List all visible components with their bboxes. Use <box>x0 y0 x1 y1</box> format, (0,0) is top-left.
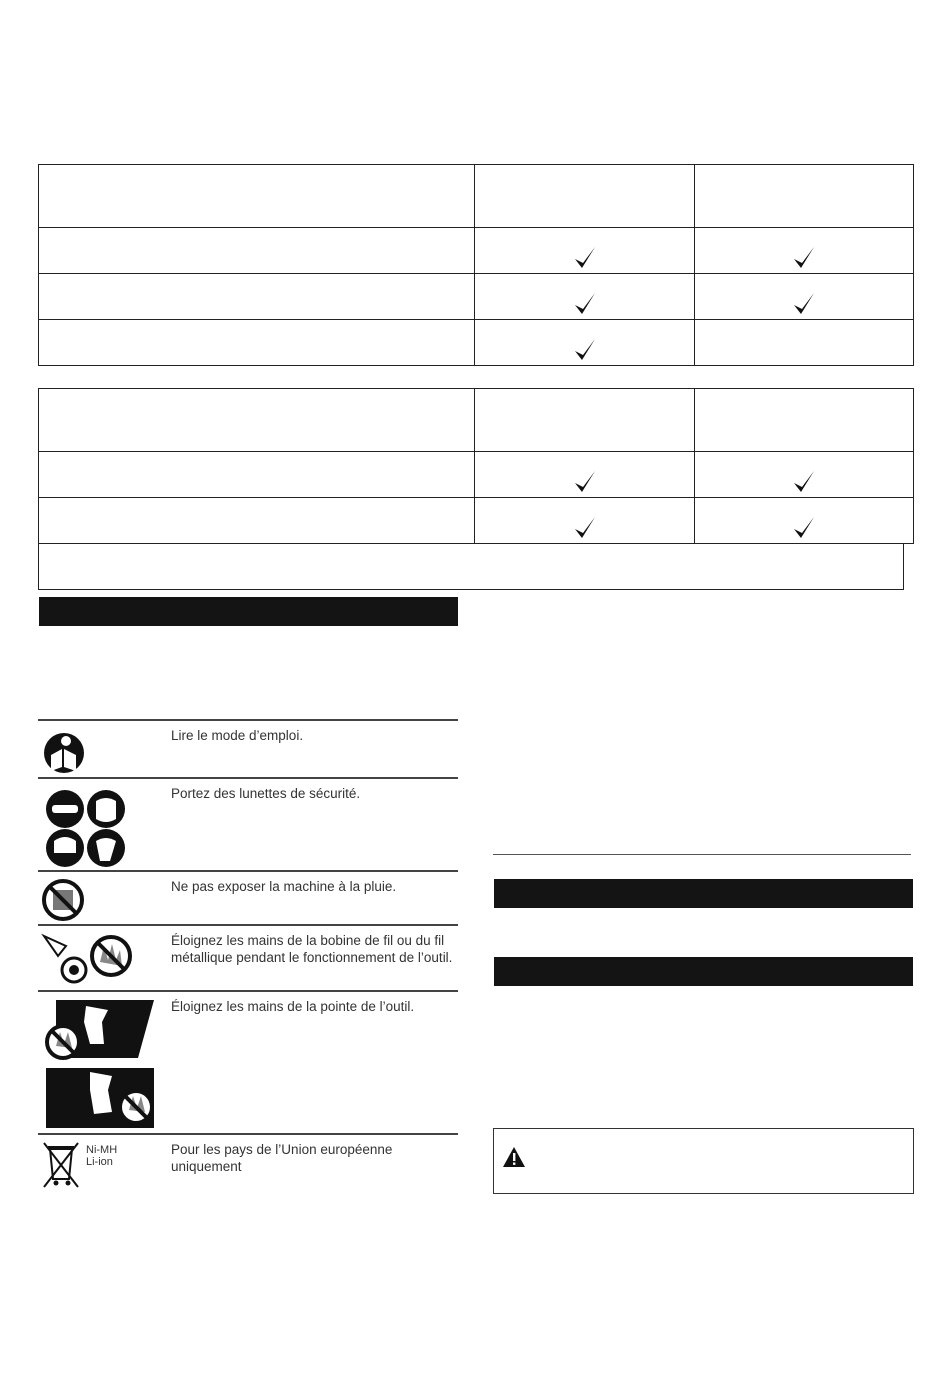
table-header-row <box>39 165 913 228</box>
checkmark-icon <box>792 245 816 271</box>
symbol-row <box>38 990 458 1133</box>
checkmark-icon <box>573 337 597 363</box>
compatibility-table-1 <box>38 164 914 366</box>
symbol-row <box>38 719 458 777</box>
checkmark-icon <box>573 291 597 317</box>
table-row <box>39 274 913 320</box>
battery-label: Ni-MH <box>86 1144 118 1156</box>
symbol-description: Éloignez les mains de la bobine de fil ou du fil métallique pendant le fonctionnement de l’outil. <box>171 933 453 965</box>
table-row <box>39 228 913 274</box>
battery-label: Li-ion <box>86 1156 113 1168</box>
table-row <box>39 320 913 366</box>
checkmark-icon <box>792 469 816 495</box>
symbol-description: Portez des lunettes de sécurité. <box>171 786 361 801</box>
checkmark-icon <box>573 515 597 541</box>
symbol-description: Pour les pays de l’Union européenne uniquement <box>171 1142 393 1174</box>
table-row <box>39 498 913 544</box>
section-heading-bar-symbols <box>39 597 458 626</box>
symbol-row <box>38 777 458 870</box>
symbol-row <box>38 924 458 990</box>
note-box <box>38 543 904 590</box>
read-manual-icon <box>38 721 98 779</box>
no-rain-icon <box>38 872 98 926</box>
symbol-row <box>38 1133 458 1191</box>
divider <box>493 854 911 855</box>
symbol-description: Éloignez les mains de la pointe de l’outil. <box>171 999 415 1014</box>
symbol-row <box>38 870 458 924</box>
checkmark-icon <box>792 291 816 317</box>
checkmark-icon <box>573 469 597 495</box>
symbol-description: Lire le mode d’emploi. <box>171 728 304 743</box>
symbol-description: Ne pas exposer la machine à la pluie. <box>171 879 397 894</box>
keep-hands-away-tip-icon <box>38 992 158 1135</box>
table-row <box>39 452 913 498</box>
weee-battery-icon <box>38 1135 84 1193</box>
symbols-table <box>38 719 458 1191</box>
warning-triangle-icon <box>502 1146 526 1168</box>
compatibility-table-2 <box>38 388 914 544</box>
keep-hands-away-spool-icon <box>38 926 138 992</box>
checkmark-icon <box>792 515 816 541</box>
warning-box <box>493 1128 914 1194</box>
section-heading-bar <box>494 957 913 986</box>
safety-glasses-icon <box>38 779 138 872</box>
checkmark-icon <box>573 245 597 271</box>
section-heading-bar <box>494 879 913 908</box>
table-header-row <box>39 389 913 452</box>
